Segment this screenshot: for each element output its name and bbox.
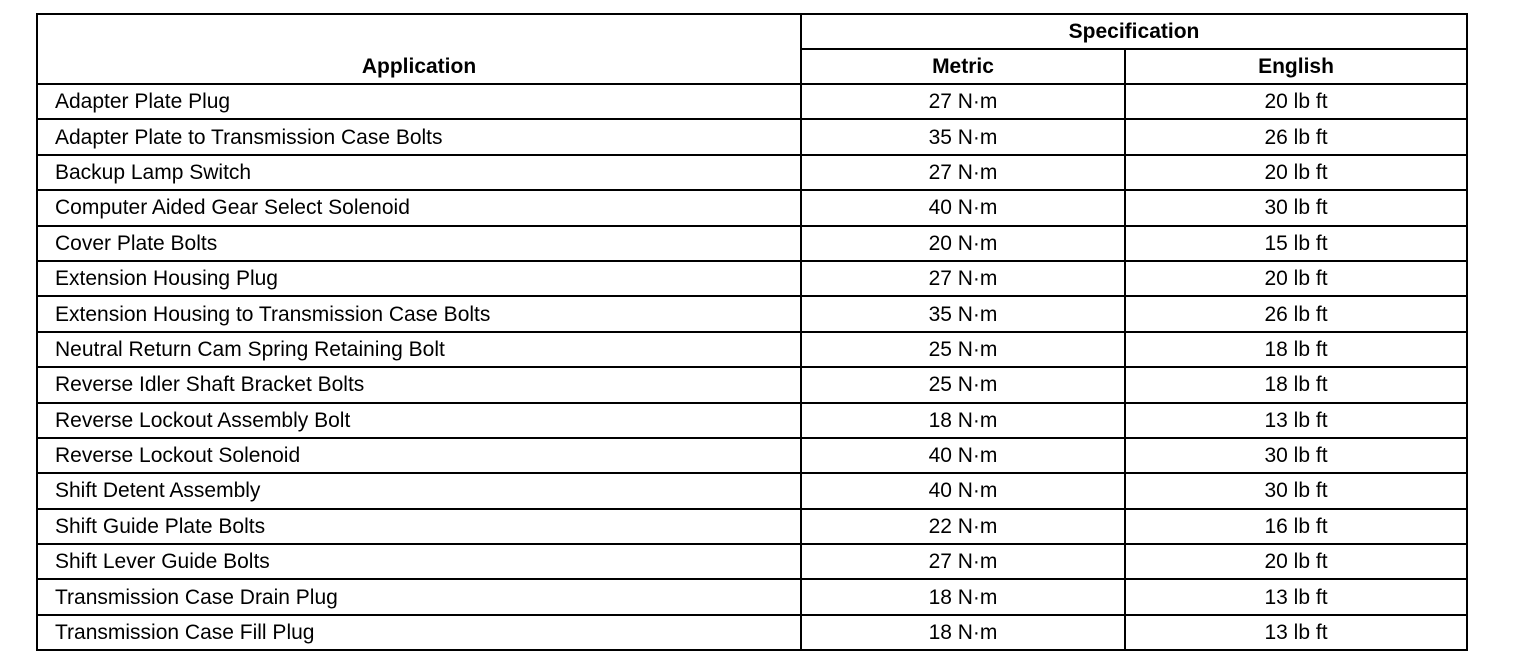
metric-cell: 25 N·m [801,367,1125,402]
english-cell: 18 lb ft [1125,332,1467,367]
table-row [37,615,1467,650]
table-row [37,190,1467,225]
metric-cell: 40 N·m [801,473,1125,508]
table-row [37,296,1467,331]
table-body [37,84,1467,650]
application-cell: Transmission Case Drain Plug [37,579,801,614]
english-cell: 26 lb ft [1125,296,1467,331]
metric-cell: 27 N·m [801,155,1125,190]
metric-cell: 35 N·m [801,119,1125,154]
table-row [37,544,1467,579]
metric-cell: 40 N·m [801,438,1125,473]
table-row [37,84,1467,119]
metric-cell: 18 N·m [801,615,1125,650]
table-row [37,438,1467,473]
table-row [37,509,1467,544]
metric-cell: 18 N·m [801,403,1125,438]
application-cell: Extension Housing to Transmission Case Bolts [37,296,801,331]
table-row [37,579,1467,614]
metric-cell: 27 N·m [801,261,1125,296]
application-cell: Transmission Case Fill Plug [37,615,801,650]
application-cell: Adapter Plate to Transmission Case Bolts [37,119,801,154]
application-cell: Reverse Lockout Solenoid [37,438,801,473]
english-cell: 13 lb ft [1125,579,1467,614]
english-header: English [1125,49,1467,84]
application-header: Application [37,14,801,84]
table-row [37,226,1467,261]
application-cell: Reverse Idler Shaft Bracket Bolts [37,367,801,402]
table-row [37,155,1467,190]
table-row [37,367,1467,402]
english-cell: 18 lb ft [1125,367,1467,402]
english-cell: 13 lb ft [1125,403,1467,438]
metric-cell: 20 N·m [801,226,1125,261]
table-row [37,119,1467,154]
metric-cell: 27 N·m [801,544,1125,579]
english-cell: 15 lb ft [1125,226,1467,261]
specification-header: Specification [801,14,1467,49]
application-cell: Cover Plate Bolts [37,226,801,261]
fastener-spec-table [36,13,1468,651]
table-row [37,403,1467,438]
application-cell: Shift Detent Assembly [37,473,801,508]
english-cell: 20 lb ft [1125,155,1467,190]
application-cell: Reverse Lockout Assembly Bolt [37,403,801,438]
metric-cell: 35 N·m [801,296,1125,331]
header-row-top [37,14,1467,49]
application-cell: Extension Housing Plug [37,261,801,296]
metric-cell: 18 N·m [801,579,1125,614]
english-cell: 20 lb ft [1125,544,1467,579]
application-cell: Computer Aided Gear Select Solenoid [37,190,801,225]
english-cell: 20 lb ft [1125,84,1467,119]
table-row [37,332,1467,367]
application-cell: Shift Guide Plate Bolts [37,509,801,544]
english-cell: 16 lb ft [1125,509,1467,544]
metric-cell: 22 N·m [801,509,1125,544]
application-cell: Adapter Plate Plug [37,84,801,119]
english-cell: 30 lb ft [1125,438,1467,473]
table-row [37,473,1467,508]
metric-cell: 27 N·m [801,84,1125,119]
english-cell: 30 lb ft [1125,473,1467,508]
english-cell: 20 lb ft [1125,261,1467,296]
application-cell: Backup Lamp Switch [37,155,801,190]
table-row [37,261,1467,296]
application-cell: Shift Lever Guide Bolts [37,544,801,579]
metric-cell: 40 N·m [801,190,1125,225]
english-cell: 30 lb ft [1125,190,1467,225]
english-cell: 13 lb ft [1125,615,1467,650]
metric-cell: 25 N·m [801,332,1125,367]
application-cell: Neutral Return Cam Spring Retaining Bolt [37,332,801,367]
english-cell: 26 lb ft [1125,119,1467,154]
metric-header: Metric [801,49,1125,84]
